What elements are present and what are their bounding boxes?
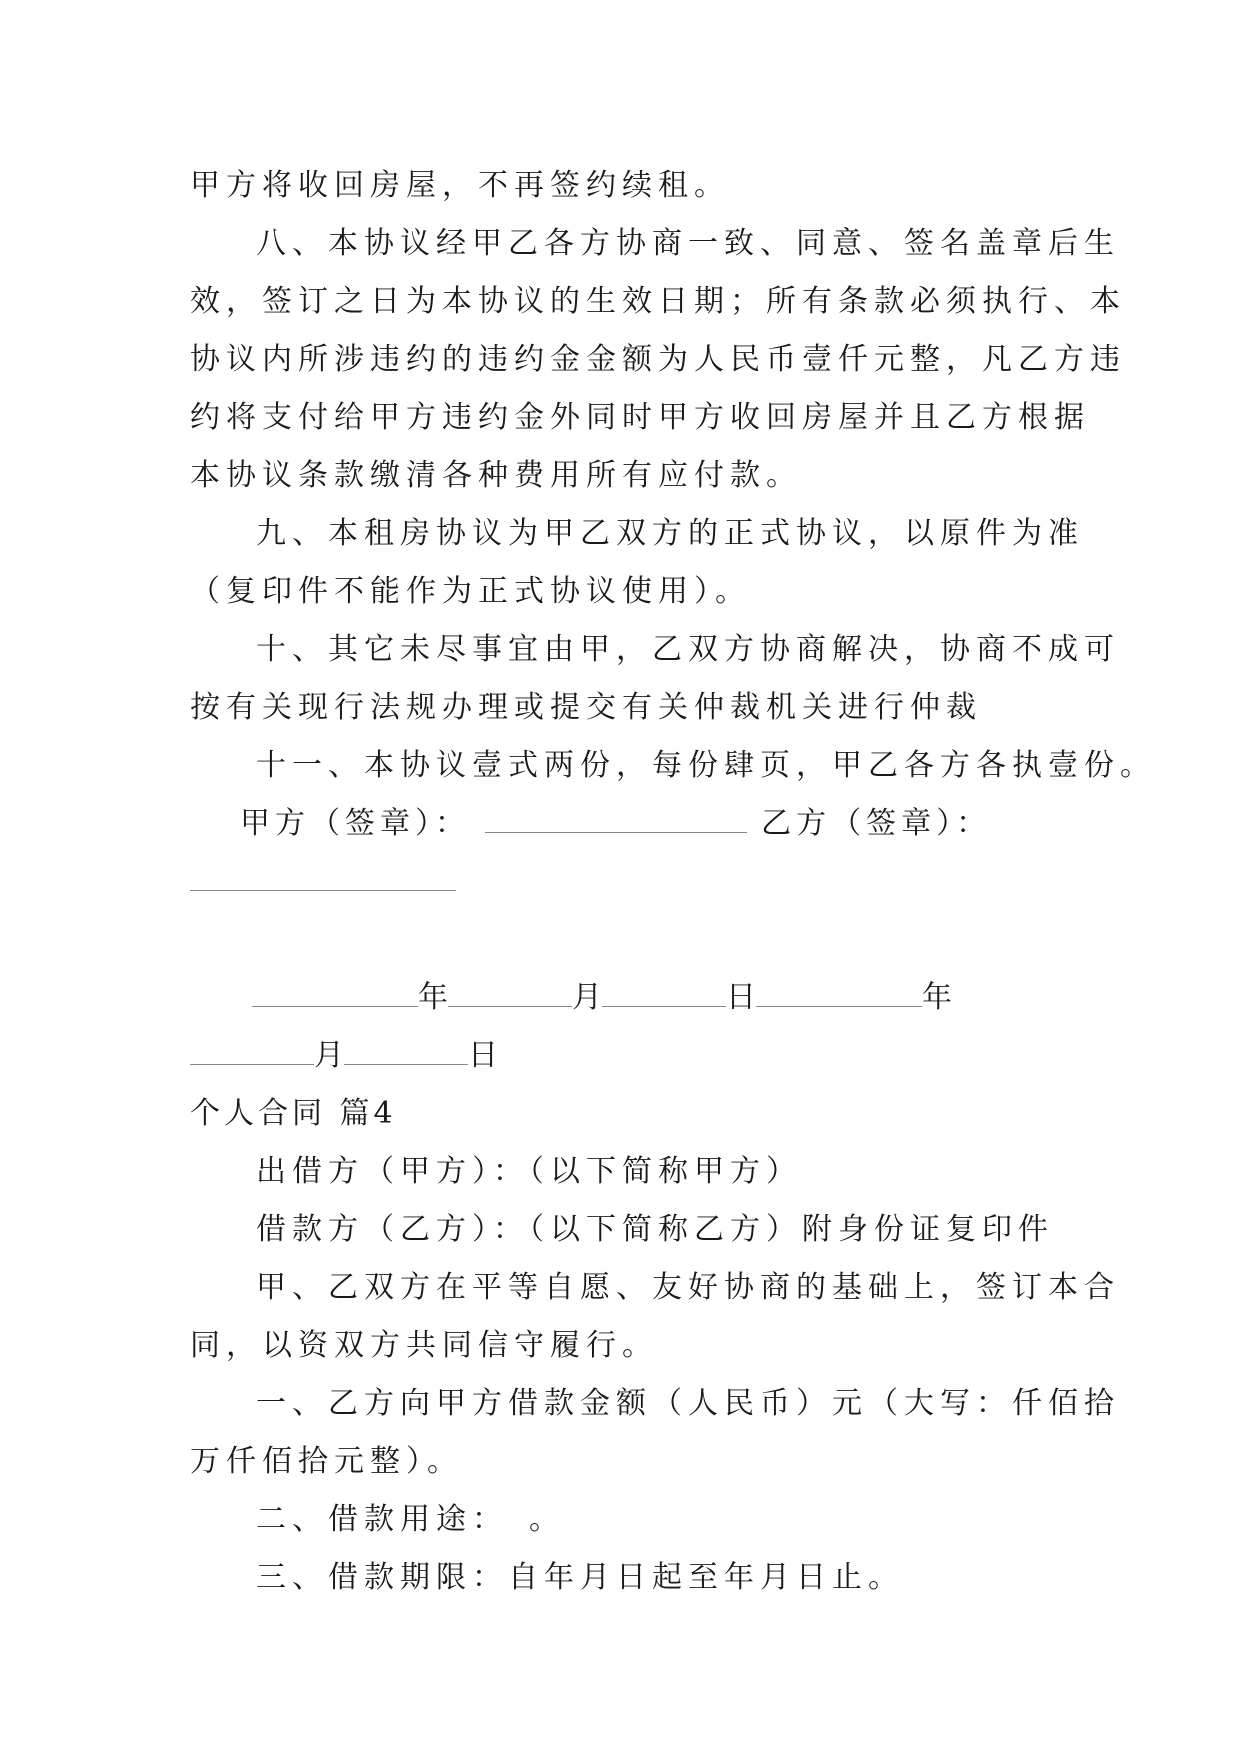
party-a-signature-label: 甲方（签章）：	[240, 806, 470, 841]
signature-continuation-line	[190, 853, 1050, 911]
year-label: 年	[922, 980, 952, 1015]
day-label: 日	[468, 1038, 498, 1073]
date-continuation-line	[190, 1027, 1050, 1085]
date-line	[190, 969, 1050, 1027]
month-label: 月	[314, 1038, 344, 1073]
clause-1-line: 一、乙方向甲方借款金额（人民币）元（大写：仟佰拾	[256, 1386, 1120, 1421]
preamble-line: 同，以资双方共同信守履行。	[190, 1328, 658, 1363]
party-b-year-blank[interactable]	[756, 986, 922, 1007]
party-a-year-blank[interactable]	[252, 986, 418, 1007]
party-b-signature-label: 乙方（签章）：	[761, 806, 992, 841]
clause-9-line: 九、本租房协议为甲乙双方的正式协议，以原件为准	[256, 516, 1084, 551]
clause-8-line: 效，签订之日为本协议的生效日期；所有条款必须执行、本	[190, 284, 1126, 319]
party-b-day-blank[interactable]	[344, 1044, 468, 1065]
clause-8-line: 八、本协议经甲乙各方协商一致、同意、签名盖章后生	[256, 226, 1120, 261]
signature-line	[190, 795, 1050, 853]
borrower-line: 借款方（乙方）：（以下简称乙方）附身份证复印件	[256, 1212, 1054, 1247]
party-a-signature-blank[interactable]	[485, 812, 747, 833]
party-b-signature-blank[interactable]	[190, 870, 456, 891]
party-b-month-blank[interactable]	[190, 1044, 314, 1065]
document-body	[190, 157, 1156, 1607]
year-label: 年	[418, 980, 448, 1015]
clause-8-line: 本协议条款缴清各种费用所有应付款。	[190, 458, 802, 493]
month-label: 月	[572, 980, 602, 1015]
paragraph-line: 甲方将收回房屋，不再签约续租。	[190, 168, 730, 203]
clause-1-line: 万仟佰拾元整）。	[190, 1444, 463, 1479]
clause-11-line: 十一、本协议壹式两份，每份肆页，甲乙各方各执壹份。	[256, 748, 1156, 783]
party-a-day-blank[interactable]	[602, 986, 726, 1007]
section-heading: 个人合同 篇4	[190, 1096, 397, 1131]
clause-8-line: 约将支付给甲方违约金外同时甲方收回房屋并且乙方根据	[190, 400, 1090, 435]
party-a-month-blank[interactable]	[448, 986, 572, 1007]
preamble-line: 甲、乙双方在平等自愿、友好协商的基础上，签订本合	[256, 1270, 1120, 1305]
clause-3-line: 三、借款期限：自年月日起至年月日止。	[256, 1560, 904, 1595]
day-label: 日	[726, 980, 756, 1015]
clause-8-line: 协议内所涉违约的违约金金额为人民币壹仟元整，凡乙方违	[190, 342, 1126, 377]
clause-10-line: 按有关现行法规办理或提交有关仲裁机关进行仲裁	[190, 690, 982, 725]
clause-10-line: 十、其它未尽事宜由甲，乙双方协商解决，协商不成可	[256, 632, 1120, 667]
lender-line: 出借方（甲方）：（以下简称甲方）	[256, 1154, 802, 1189]
clause-2-line: 二、借款用途： 。	[256, 1502, 565, 1537]
spacer	[190, 911, 1050, 969]
clause-9-line: （复印件不能作为正式协议使用）。	[190, 574, 751, 609]
